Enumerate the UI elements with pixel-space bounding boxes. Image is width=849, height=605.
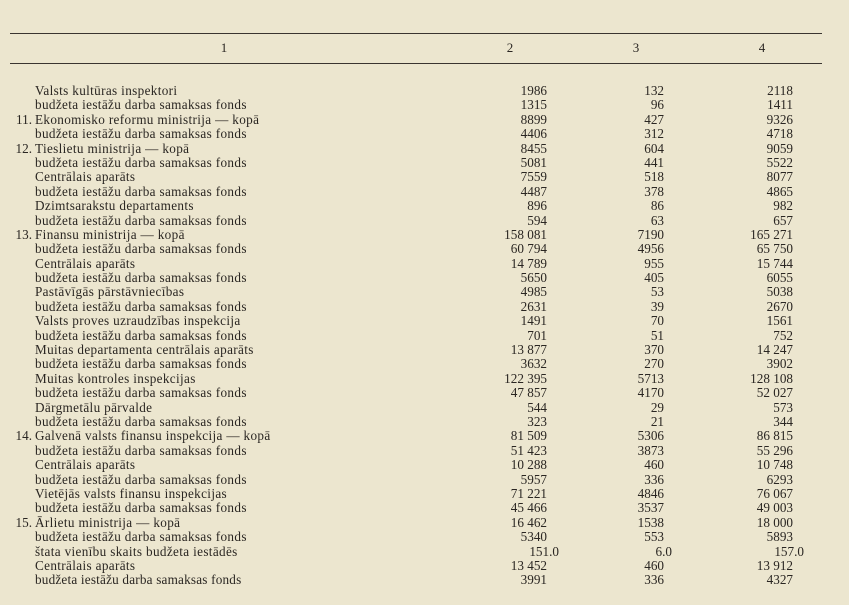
row-label: štata vienību skaits budžeta iestādēs bbox=[35, 543, 238, 559]
value-col-2: 16 462 bbox=[510, 514, 547, 530]
top-rule bbox=[10, 33, 822, 34]
value-col-2: 4985 bbox=[520, 284, 547, 300]
row-label: budžeta iestāžu darba samaksas fonds bbox=[35, 500, 247, 516]
row-label: Valsts proves uzraudzības inspekcija bbox=[35, 313, 241, 329]
column-header-3: 3 bbox=[632, 40, 640, 55]
row-label: Centrālais aparāts bbox=[35, 169, 136, 185]
value-col-2: 5957 bbox=[520, 471, 547, 487]
table-row bbox=[0, 127, 849, 141]
table-row bbox=[0, 458, 849, 472]
table-row bbox=[0, 113, 849, 127]
row-label: budžeta iestāžu darba samaksas fonds bbox=[35, 126, 247, 142]
value-col-4: 18 000 bbox=[756, 514, 793, 530]
table-row bbox=[0, 530, 849, 544]
value-col-3: 955 bbox=[644, 255, 664, 271]
value-col-3: 6.0 bbox=[655, 543, 672, 559]
value-col-2: 51 423 bbox=[510, 442, 547, 458]
row-number: 15. bbox=[15, 514, 32, 530]
value-col-4: 86 815 bbox=[756, 428, 793, 444]
value-col-3: 378 bbox=[644, 183, 664, 199]
row-label: Vietējās valsts finansu inspekcijas bbox=[35, 485, 228, 501]
value-col-2: 71 221 bbox=[510, 485, 547, 501]
value-col-2: 5650 bbox=[520, 270, 547, 286]
value-col-3: 405 bbox=[644, 270, 664, 286]
value-col-3: 336 bbox=[644, 471, 664, 487]
value-col-2: 13 452 bbox=[510, 557, 547, 573]
table-row bbox=[0, 257, 849, 271]
table-row bbox=[0, 516, 849, 530]
table-row bbox=[0, 214, 849, 228]
row-label: Galvenā valsts finansu inspekcija — kopā bbox=[35, 428, 271, 444]
row-label: Centrālais aparāts bbox=[35, 255, 136, 271]
table-row bbox=[0, 271, 849, 285]
value-col-3: 86 bbox=[650, 198, 664, 214]
row-label: budžeta iestāžu darba samaksas fonds bbox=[35, 97, 247, 113]
row-label: Pastāvīgās pārstāvniecības bbox=[35, 284, 185, 300]
table-row bbox=[0, 357, 849, 371]
table-row bbox=[0, 444, 849, 458]
row-label: budžeta iestāžu darba samaksas fonds bbox=[35, 529, 247, 545]
row-label: budžeta iestāžu darba samaksas fonds bbox=[35, 471, 247, 487]
value-col-4: 2670 bbox=[766, 298, 793, 314]
value-col-3: 427 bbox=[644, 111, 664, 127]
column-header-1: 1 bbox=[220, 40, 228, 55]
value-col-3: 441 bbox=[644, 154, 664, 170]
value-col-2: 544 bbox=[527, 399, 547, 415]
value-col-4: 657 bbox=[773, 212, 793, 228]
row-label: budžeta iestāžu darba samaksas fonds bbox=[35, 154, 247, 170]
value-col-4: 5522 bbox=[766, 154, 793, 170]
row-number: 12. bbox=[15, 140, 32, 156]
row-label: budžeta iestāžu darba samaksas fonds bbox=[35, 385, 247, 401]
value-col-4: 4327 bbox=[766, 572, 793, 588]
table-row bbox=[0, 429, 849, 443]
value-col-2: 701 bbox=[527, 327, 547, 343]
value-col-4: 344 bbox=[773, 413, 793, 429]
value-col-2: 8455 bbox=[520, 140, 547, 156]
value-col-3: 312 bbox=[644, 126, 664, 142]
value-col-3: 5306 bbox=[637, 428, 664, 444]
value-col-4: 55 296 bbox=[756, 442, 793, 458]
row-label: budžeta iestāžu darba samaksas fonds bbox=[35, 270, 247, 286]
row-label: budžeta iestāžu darba samaksas fonds bbox=[35, 298, 247, 314]
value-col-3: 5713 bbox=[637, 370, 664, 386]
column-header-2: 2 bbox=[506, 40, 514, 55]
value-col-3: 3873 bbox=[637, 442, 664, 458]
value-col-2: 45 466 bbox=[510, 500, 547, 516]
value-col-3: 604 bbox=[644, 140, 664, 156]
value-col-2: 60 794 bbox=[510, 241, 547, 257]
row-label: budžeta iestāžu darba samaksas fonds bbox=[35, 241, 247, 257]
value-col-3: 1538 bbox=[637, 514, 664, 530]
row-label: budžeta iestāžu darba samaksas fonds bbox=[35, 212, 247, 228]
value-col-3: 553 bbox=[644, 529, 664, 545]
row-label: budžeta iestāžu darba samaksas fonds bbox=[35, 413, 247, 429]
row-label: Centrālais aparāts bbox=[35, 557, 136, 573]
value-col-3: 336 bbox=[644, 572, 664, 588]
table-row bbox=[0, 559, 849, 573]
value-col-2: 14 789 bbox=[510, 255, 547, 271]
value-col-3: 370 bbox=[644, 342, 664, 358]
value-col-4: 1411 bbox=[767, 97, 793, 113]
table-row bbox=[0, 156, 849, 170]
value-col-2: 4406 bbox=[520, 126, 547, 142]
table-row bbox=[0, 473, 849, 487]
row-label: Ekonomisko reformu ministrija — kopā bbox=[35, 111, 260, 127]
value-col-4: 157.0 bbox=[774, 543, 804, 559]
table-row bbox=[0, 142, 849, 156]
value-col-3: 29 bbox=[650, 399, 664, 415]
table-row bbox=[0, 300, 849, 314]
row-label: budžeta iestāžu darba samaksas fonds bbox=[35, 356, 247, 372]
value-col-2: 5081 bbox=[520, 154, 547, 170]
value-col-3: 460 bbox=[644, 457, 664, 473]
value-col-2: 323 bbox=[527, 413, 547, 429]
row-number: 11. bbox=[16, 111, 32, 127]
value-col-3: 21 bbox=[650, 413, 664, 429]
table-row bbox=[0, 98, 849, 112]
value-col-3: 518 bbox=[644, 169, 664, 185]
value-col-2: 13 877 bbox=[510, 342, 547, 358]
value-col-3: 270 bbox=[644, 356, 664, 372]
row-label: Ārlietu ministrija — kopā bbox=[35, 514, 181, 530]
value-col-2: 81 509 bbox=[510, 428, 547, 444]
value-col-3: 39 bbox=[650, 298, 664, 314]
value-col-4: 6055 bbox=[766, 270, 793, 286]
value-col-4: 52 027 bbox=[756, 385, 793, 401]
row-label: budžeta iestāžu darba samaksas fonds bbox=[35, 327, 247, 343]
table-row bbox=[0, 501, 849, 515]
value-col-4: 65 750 bbox=[756, 241, 793, 257]
value-col-2: 10 288 bbox=[510, 457, 547, 473]
value-col-2: 158 081 bbox=[504, 226, 547, 242]
row-number: 14. bbox=[15, 428, 32, 444]
value-col-3: 132 bbox=[644, 83, 664, 98]
value-col-4: 76 067 bbox=[756, 485, 793, 501]
table-row bbox=[0, 573, 849, 587]
value-col-3: 4170 bbox=[637, 385, 664, 401]
table-row bbox=[0, 343, 849, 357]
header-rule bbox=[10, 63, 822, 64]
table-row bbox=[0, 314, 849, 328]
value-col-4: 573 bbox=[773, 399, 793, 415]
value-col-3: 3537 bbox=[637, 500, 664, 516]
value-col-4: 5038 bbox=[766, 284, 793, 300]
row-label: Muitas kontroles inspekcijas bbox=[35, 370, 196, 386]
row-label: Valsts kultūras inspektori bbox=[35, 83, 178, 98]
value-col-4: 14 247 bbox=[756, 342, 793, 358]
value-col-2: 47 857 bbox=[510, 385, 547, 401]
value-col-4: 8077 bbox=[766, 169, 793, 185]
table-row bbox=[0, 545, 849, 559]
value-col-2: 594 bbox=[527, 212, 547, 228]
value-col-2: 8899 bbox=[520, 111, 547, 127]
value-col-2: 3991 bbox=[520, 572, 547, 588]
row-label: budžeta iestāžu darba samaksas fonds bbox=[35, 183, 247, 199]
value-col-4: 13 912 bbox=[756, 557, 793, 573]
table-row bbox=[0, 199, 849, 213]
value-col-4: 2118 bbox=[767, 83, 793, 98]
value-col-4: 165 271 bbox=[750, 226, 793, 242]
value-col-4: 4865 bbox=[766, 183, 793, 199]
value-col-3: 96 bbox=[650, 97, 664, 113]
value-col-3: 51 bbox=[650, 327, 664, 343]
row-number: 13. bbox=[15, 226, 32, 242]
value-col-4: 10 748 bbox=[756, 457, 793, 473]
value-col-4: 6293 bbox=[766, 471, 793, 487]
value-col-2: 1491 bbox=[520, 313, 547, 329]
table-row bbox=[0, 386, 849, 400]
value-col-3: 63 bbox=[650, 212, 664, 228]
value-col-4: 15 744 bbox=[756, 255, 793, 271]
table-row bbox=[0, 329, 849, 343]
table-row bbox=[0, 228, 849, 242]
row-label: Tieslietu ministrija — kopā bbox=[35, 140, 190, 156]
value-col-2: 1986 bbox=[520, 83, 547, 98]
table-row bbox=[0, 285, 849, 299]
table-row bbox=[0, 170, 849, 184]
row-label: Dzimtsarakstu departaments bbox=[35, 198, 194, 214]
value-col-3: 7190 bbox=[637, 226, 664, 242]
table-row bbox=[0, 242, 849, 256]
value-col-4: 49 003 bbox=[756, 500, 793, 516]
value-col-2: 4487 bbox=[520, 183, 547, 199]
value-col-3: 53 bbox=[650, 284, 664, 300]
column-header-4: 4 bbox=[758, 40, 766, 55]
table-row bbox=[0, 372, 849, 386]
value-col-3: 460 bbox=[644, 557, 664, 573]
value-col-2: 2631 bbox=[520, 298, 547, 314]
value-col-3: 4846 bbox=[637, 485, 664, 501]
value-col-2: 3632 bbox=[520, 356, 547, 372]
row-label: budžeta iestāžu darba samaksas fonds bbox=[35, 572, 242, 588]
table-row bbox=[0, 401, 849, 415]
value-col-2: 7559 bbox=[520, 169, 547, 185]
value-col-4: 3902 bbox=[766, 356, 793, 372]
value-col-4: 752 bbox=[773, 327, 793, 343]
row-label: Centrālais aparāts bbox=[35, 457, 136, 473]
value-col-4: 1561 bbox=[766, 313, 793, 329]
value-col-3: 70 bbox=[650, 313, 664, 329]
value-col-2: 151.0 bbox=[529, 543, 559, 559]
table-row bbox=[0, 185, 849, 199]
table-row bbox=[0, 84, 849, 98]
value-col-4: 5893 bbox=[766, 529, 793, 545]
value-col-2: 896 bbox=[527, 198, 547, 214]
value-col-3: 4956 bbox=[637, 241, 664, 257]
value-col-4: 9326 bbox=[766, 111, 793, 127]
value-col-2: 122 395 bbox=[504, 370, 547, 386]
row-label: Dārgmetālu pārvalde bbox=[35, 399, 153, 415]
value-col-2: 1315 bbox=[520, 97, 547, 113]
row-label: budžeta iestāžu darba samaksas fonds bbox=[35, 442, 247, 458]
table-row bbox=[0, 487, 849, 501]
budget-table bbox=[0, 84, 849, 588]
value-col-4: 982 bbox=[773, 198, 793, 214]
value-col-2: 5340 bbox=[520, 529, 547, 545]
value-col-4: 4718 bbox=[766, 126, 793, 142]
table-row bbox=[0, 415, 849, 429]
value-col-4: 9059 bbox=[766, 140, 793, 156]
row-label: Muitas departamenta centrālais aparāts bbox=[35, 342, 254, 358]
value-col-4: 128 108 bbox=[750, 370, 793, 386]
row-label: Finansu ministrija — kopā bbox=[35, 226, 185, 242]
